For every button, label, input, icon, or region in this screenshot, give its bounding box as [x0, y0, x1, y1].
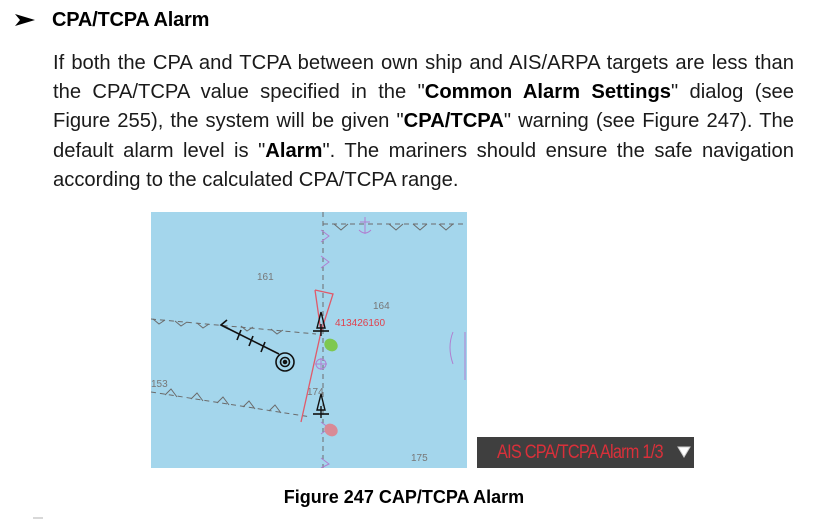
sounding-label: 164: [373, 301, 390, 312]
paragraph-bold-term: CPA/TCPA: [403, 110, 504, 133]
section-heading-row: [14, 6, 209, 34]
electronic-chart-view[interactable]: [151, 212, 467, 468]
arrow-bullet-icon: [14, 13, 36, 27]
sounding-label: 175: [411, 453, 428, 464]
body-paragraph: [53, 49, 794, 195]
own-ship-symbol[interactable]: [221, 320, 294, 371]
paragraph-text: " warning (see Figure 247). The default alarm level is ": [53, 110, 794, 162]
paragraph-bold-term: Alarm: [265, 139, 323, 162]
paragraph-text: " dialog (see Figure 255), the system will be given ": [53, 81, 794, 133]
chart-boundary-lines: [151, 212, 467, 468]
cpa-tcpa-alarm-indicator[interactable]: [477, 437, 694, 468]
target-mmsi-label: 413426160: [335, 318, 386, 329]
sounding-label: 153: [151, 379, 168, 390]
alarm-label: AIS CPA/TCPA Alarm 1/3: [497, 441, 663, 463]
sounding-label: 161: [257, 272, 274, 283]
figure-caption: Figure 247 CAP/TCPA Alarm: [283, 487, 525, 507]
cpa-vector-lines: [301, 290, 333, 422]
chart-boundary-marks: [153, 224, 453, 413]
paragraph-text: ". The mariners should ensure the safe navigation according to the calculated CPA/TCPA range.: [53, 139, 794, 191]
section-heading: CPA/TCPA Alarm: [52, 8, 210, 31]
ais-target-lower[interactable]: [313, 394, 340, 439]
paragraph-text: If both the CPA and TCPA between own ship and AIS/ARPA targets are less than the CPA/TCPA value specified in the ": [53, 52, 794, 104]
paragraph-bold-term: Common Alarm Settings: [424, 81, 672, 104]
sounding-label: 174: [307, 387, 324, 398]
triangle-down-icon[interactable]: [677, 445, 691, 459]
page-edge-mark: [33, 517, 43, 519]
